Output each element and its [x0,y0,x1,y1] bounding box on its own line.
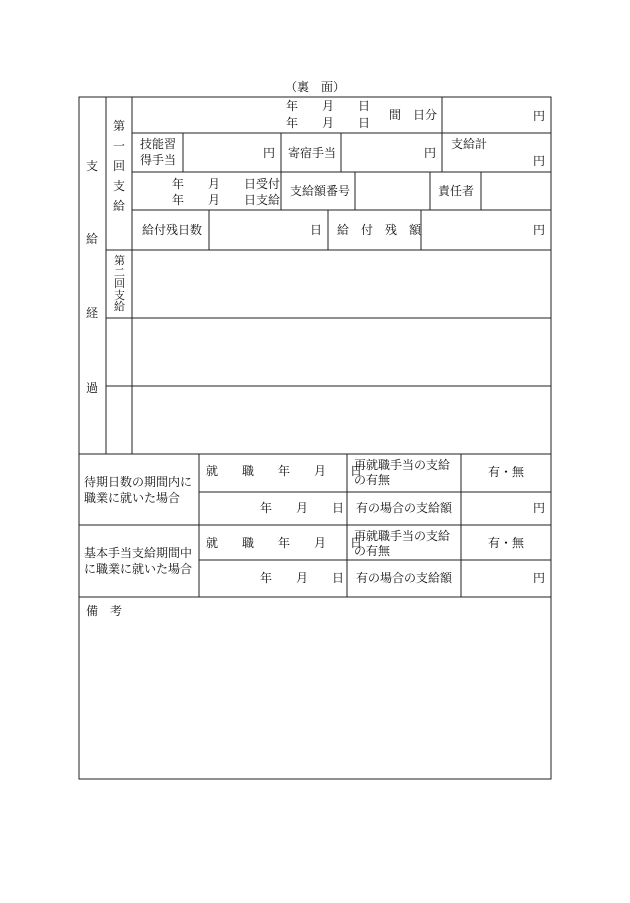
period-start-date: 年 月 日 [286,99,371,113]
waiting-reemploy-2: の有無 [354,473,391,487]
waiting-amount-label: 有の場合の支給額 [356,501,453,515]
page-title: （裏 面） [284,80,346,94]
label-shi: 支 [86,159,99,173]
payment-number-label: 支給額番号 [290,184,351,198]
first-payment-label: 第一回支給 [112,119,125,213]
remarks-label: 備 考 [86,604,123,618]
waiting-amount-yen: 円 [532,501,545,515]
waiting-yes-no: 有・無 [487,465,525,479]
pay-date: 年 月 日支給 [172,193,281,207]
basic-amount-yen: 円 [532,571,545,585]
waiting-reemploy-1: 再就職手当の支給 [354,458,451,472]
lodging-allowance-label: 寄宿手当 [288,146,337,160]
period-end-date: 年 月 日 [286,116,371,130]
basic-label-2: に職業に就いた場合 [84,562,193,576]
waiting-date: 年 月 日 [260,501,345,515]
period-days: 間 日分 [389,108,438,122]
basic-label-1: 基本手当支給期間中 [84,546,193,560]
label-kyu: 給 [86,232,99,246]
skill-allowance-label-1: 技能習 [140,137,177,151]
total-label: 支給計 [451,137,488,151]
waiting-label-2: 職業に就いた場合 [84,491,181,505]
basic-reemploy-1: 再就職手当の支給 [354,529,451,543]
basic-amount-label: 有の場合の支給額 [356,571,453,585]
waiting-label-1: 待期日数の期間内に [84,475,193,489]
accept-date: 年 月 日受付 [172,177,281,191]
basic-date: 年 月 日 [260,571,345,585]
second-payment-label: 第二回支給 [114,254,125,313]
label-kei: 経 [86,306,99,320]
basic-yes-no: 有・無 [487,536,525,550]
waiting-employed: 就 職 年 月 日 [206,464,363,478]
remaining-days-label: 給付残日数 [142,223,203,237]
responsible-label: 責任者 [438,184,475,198]
basic-reemploy-2: の有無 [354,544,391,558]
remaining-amount-label: 給 付 残 額 [337,223,422,237]
lodging-allowance-yen: 円 [423,146,436,160]
skill-allowance-label-2: 得手当 [140,153,177,167]
row1-yen: 円 [532,109,545,123]
total-yen: 円 [532,154,545,168]
basic-employed: 就 職 年 月 日 [206,536,363,550]
skill-allowance-yen: 円 [262,146,275,160]
remaining-days-unit: 日 [309,223,322,237]
remaining-amount-yen: 円 [532,223,545,237]
label-ka: 過 [86,381,99,395]
